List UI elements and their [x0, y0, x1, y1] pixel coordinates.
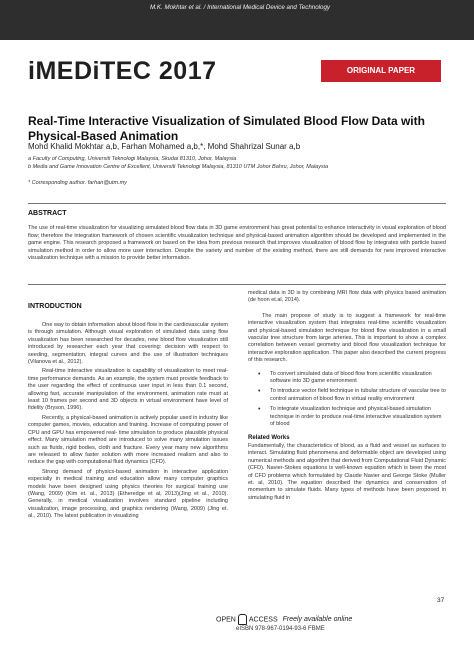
- paragraph: Recently, a physical-based animation is actively popular used in industry like computer games, movies, education and training. Increase of computing power of CPU and GPU has empowered real- time simulation to produce plausible physical effect. Many simulation method are introduced to solve many simulation issues such as fluids, rigid bodies, cloth and fracture. Every year many new algorithms are released to allow faster solution with more increased realism and also to reduce the gap with computational fluid dynamics (CFD).: [28, 414, 228, 466]
- list-item: • To integrate visualization technique and physical-based simulation technique in order to produce real-time interactive visualization system of blood: [270, 406, 446, 428]
- list-item: • To introduce vector field technique in tubular structure of vascular tree to control animation of blood flow in virtual reality environment: [270, 388, 446, 403]
- objective-list: [248, 371, 446, 429]
- article-title: Real-Time Interactive Visualization of Simulated Blood Flow Data with Physical-Based Animation: [28, 114, 425, 143]
- author-list: Mohd Khalid Mokhtar a,b, Farhan Mohamed a,b,*, Mohd Shahrizal Sunar a,b: [28, 142, 301, 151]
- open-lock-icon: [238, 614, 247, 625]
- isbn-line: eISBN 978-967-0194-93-6 FBME: [236, 626, 325, 632]
- paragraph: Fundamentally, the characteristics of blood, as a fluid and vessel as surfaces to interact. Simulating fluid phenomena and deformable object are developed using numerical methods and algorithm that derived from Computational Fluid Dynamic (CFD). Navier-Stokes equations is well-known equation which is been the most of CFD problems which formulated by Claude Navier and George Stoke (Muller et. al, 2010). The equation described the dynamics and conservation of momentum to simulate fluids. Many types of methods have been proposed in simulating fluid in: [248, 442, 446, 501]
- conference-logo: iMEDiTEC 2017: [28, 57, 217, 85]
- access-label: ACCESS: [248, 616, 278, 624]
- paper-type-badge: ORIGINAL PAPER: [321, 60, 441, 82]
- left-column: [28, 322, 228, 523]
- abstract-text: The use of real-time visualization for visualizing simulated blood flow data in 3D game environment has great potential to enhance interactivity in visual exploration of blood flow; therefore the integration framework of chosen scientific visualization technique and physical-based animation algorithm should be developed and implemented in the game engine. This research proposed a framework on based on the idea from previous research that improves visualization of blood flow by integrates with particle based simulation method in order to allow more user interaction. Despite the variety and number of the existing method, there are still demands for new improved interactive visualization technique with a mission to provide better information.: [28, 225, 446, 261]
- paragraph: One way to obtain information about blood flow in the cardiovascular system is through simulation. Although visual exploration of simulated data using flow visualization has been researched for decades, new blood flow visualization still introduced by researcher each year that covering: decision with respect to seeding, segmentation, integral curves and the use of illustration techniques (Vilanova et al., 2012).: [28, 322, 228, 366]
- right-column: [248, 290, 446, 504]
- corresponding-author: * Corresponding author. farhan@utm.my: [28, 180, 127, 186]
- divider: [28, 284, 446, 285]
- divider: [28, 203, 446, 204]
- introduction-heading: INTRODUCTION: [28, 303, 82, 310]
- affiliation-b: b Media and Game Innovation Centre of Excellent, Universiti Teknologi Malaysia, 81310 UTM Johor Bahru, Johor, Malaysia: [28, 164, 329, 170]
- list-item: • To convert simulated data of blood flow from scientific visualization software into 3D game environment: [270, 371, 446, 386]
- abstract-heading: ABSTRACT: [28, 210, 67, 217]
- running-head: M.K. Mokhtar et al. / International Medical Device and Technology: [150, 4, 330, 11]
- open-label: OPEN: [216, 616, 236, 624]
- related-works-heading: Related Works: [248, 434, 290, 441]
- paragraph: medical data in 3D is by combining MRI flow data with physics based animation (de hoon et.al, 2014).: [248, 290, 446, 304]
- paragraph: Strong demand of physics-based animation in interactive application especially in medical training and education allow many computer graphics models have been designed using physics theories for surgical training use (Wang, 2009) (Kim et. al., 2013) (Etheredge et al, 2013)(Jing et al., 2010). Generally, in medical visualization involves standard pipeline including visualization, image processing, and graphics rendering (Wang, 2009) (Jing et. al., 2010). The latest publication in visualizing: [28, 468, 228, 520]
- open-access-badge: [216, 614, 352, 625]
- open-access-tagline: Freely available online: [282, 616, 353, 624]
- paragraph: The main propose of study is to suggest a framework for real-time interactive visualization system that integrates real-time scientific visualization and physical-based simulation technique for blood flow visualization in a small vascular tree structure from large arteries. This is important to show a complex correlation between vessel geometry and blood flow visualization technique for interactive exploration application. This paper also described the current progress of this research.: [248, 312, 447, 364]
- paragraph: Real-time interactive visualization is capability of visualization to meet real-time performance demands. As an example, the system must provide feedback to the user regarding the effect of continuous user input in less than 0.1 second, allowing fast, accurate manipulation of the environment, animation rate must at least 10 frames per second and 3D objects in virtual environment have level of fidelity (Bryson, 1996).: [28, 368, 228, 412]
- page-number: 37: [437, 597, 445, 604]
- affiliation-a: a Faculty of Computing, Universiti Teknologi Malaysia, Skudai 81310, Johor, Malaysia: [28, 156, 237, 162]
